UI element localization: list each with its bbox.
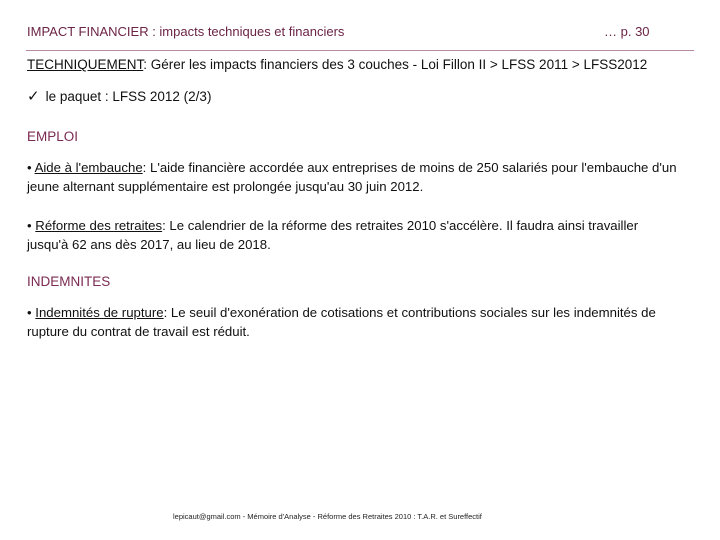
technique-label: TECHNIQUEMENT [27, 57, 144, 72]
checkmark-icon: ✓ [27, 88, 40, 105]
paquet-line [27, 87, 211, 105]
technique-text: : Gérer les impacts financiers des 3 couches - Loi Fillon II > LFSS 2011 > LFSS2012 [143, 57, 648, 72]
term-indemnites-rupture: Indemnités de rupture [35, 305, 164, 320]
section-title-indemnites: INDEMNITES [27, 274, 111, 289]
paragraph-reforme-retraites [27, 217, 677, 254]
bullet-icon: • [27, 218, 32, 233]
bullet-icon: • [27, 160, 32, 175]
paragraph-text: : Le seuil d'exonération de cotisations et contributions sociales sur les indemnités de rupture du contrat de travail est réduit. [27, 305, 656, 339]
page-header-title: IMPACT FINANCIER : impacts techniques et financiers [27, 24, 345, 39]
header-divider [26, 50, 694, 51]
paragraph-indemnites-rupture [27, 304, 677, 341]
term-reforme-retraites: Réforme des retraites [35, 218, 163, 233]
page-number: … p. 30 [604, 24, 650, 39]
section-title-emploi: EMPLOI [27, 129, 79, 144]
technique-line [27, 57, 647, 72]
bullet-icon: • [27, 305, 32, 320]
paragraph-aide-embauche [27, 159, 677, 196]
paquet-text: le paquet : LFSS 2012 (2/3) [45, 89, 212, 104]
page-footer: lepicaut@gmail.com - Mémoire d'Analyse - Réforme des Retraites 2010 : T.A.R. et Sureffectif [173, 512, 482, 521]
paragraph-text: : Le calendrier de la réforme des retraites 2010 s'accélère. Il faudra ainsi travailler jusqu'à 62 ans dès 2017, au lieu de 2018. [27, 218, 639, 252]
paragraph-text: : L'aide financière accordée aux entreprises de moins de 250 salariés pour l'embauche d'un jeune alternant supplémentaire est prolongée jusqu'au 30 juin 2012. [27, 160, 677, 194]
term-aide-embauche: Aide à l'embauche [34, 160, 143, 175]
